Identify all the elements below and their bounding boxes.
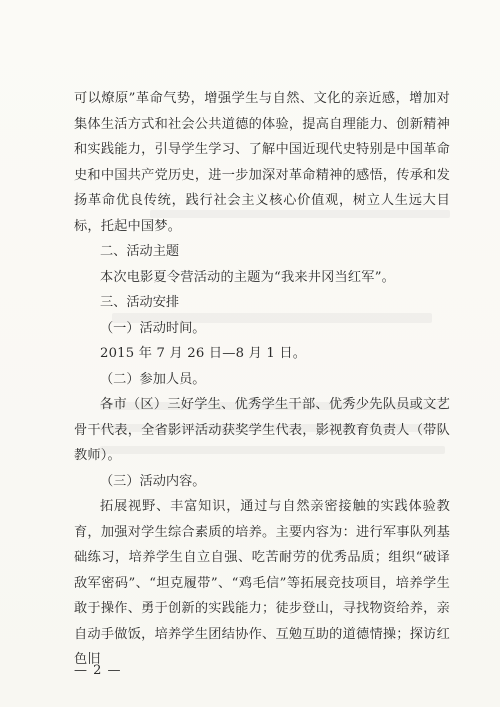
activity-time-subhead: （一）活动时间。 — [100, 320, 206, 336]
section-three-heading: 三、活动安排 — [100, 295, 180, 310]
participants-text: 各市（区）三好学生、优秀学生干部、优秀少先队员或文艺骨干代表，全省影评活动获奖学生代表，影视教育负责人（带队教师）。 — [74, 397, 450, 463]
intro-paragraph: 可以燎原”革命气势，增强学生与自然、文化的亲近感，增加对集体生活方式和社会公共道德的体验，提高自理能力、创新精神和实践能力，引导学生学习、了解中国近现代史特别是中国革命史和中国共产党历史，进一步加深对革命精神的感悟，传承和发扬革命优良传统，践行社会主义核心价值观，树立人生远大目标，托起中国梦。 — [74, 91, 450, 234]
participants-subhead: （二）参加人员。 — [100, 371, 206, 387]
section-two-heading: 二、活动主题 — [100, 244, 180, 259]
document-body — [74, 86, 450, 673]
activity-content-subhead: （三）活动内容。 — [100, 473, 206, 489]
activity-time-value: 2015 年 7 月 26 日—8 月 1 日。 — [100, 346, 307, 361]
page-number: — 2 — — [74, 663, 122, 678]
section-two-text: 本次电影夏令营活动的主题为“我来井冈当红军”。 — [100, 269, 396, 285]
activity-content-text: 拓展视野、丰富知识，通过与自然亲密接触的实践体验教育，加强对学生综合素质的培养。主要内容为：进行军事队列基础练习，培养学生自立自强、吃苦耐劳的优秀品质；组织“破译敌军密码”、“坦克履带”、“鸡毛信”等拓展竞技项目，培养学生敢于操作、勇于创新的实践能力；徒步登山，寻找物资给养，亲自动手做饭，培养学生团结协作、互勉互助的道德情操；探访红色旧 — [74, 499, 450, 667]
